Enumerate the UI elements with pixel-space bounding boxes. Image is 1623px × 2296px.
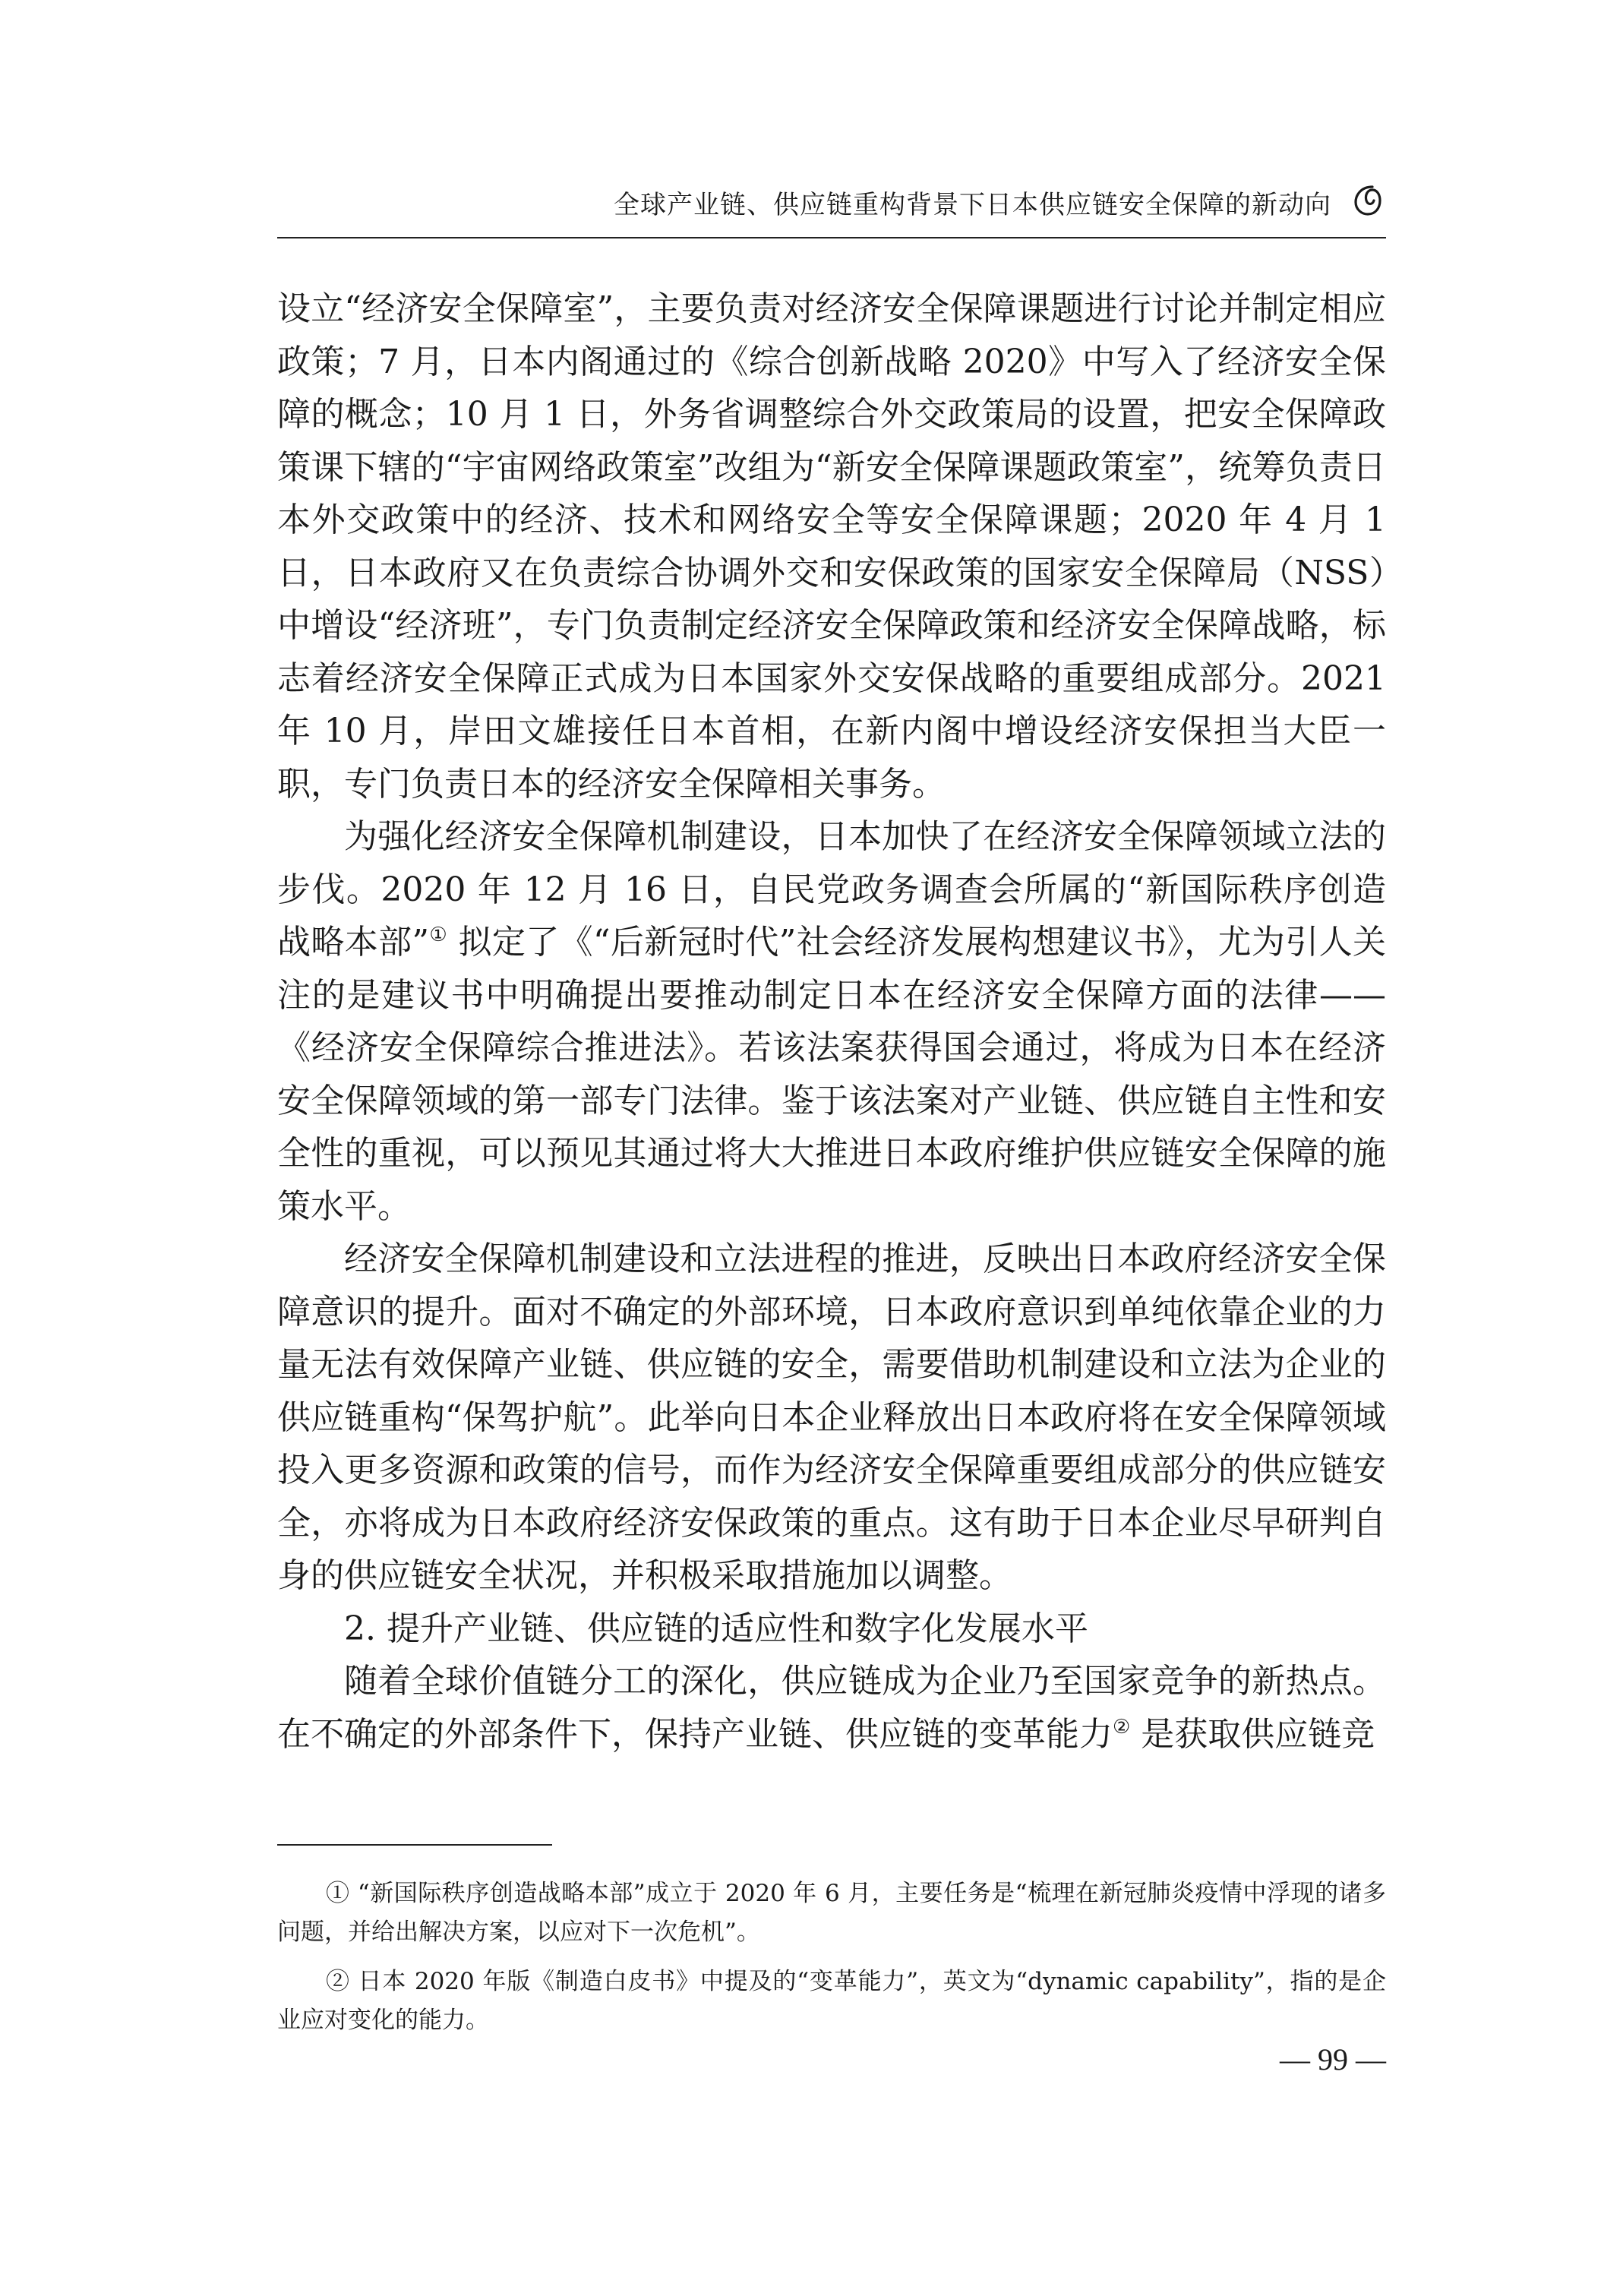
- section-heading: 2. 提升产业链、供应链的适应性和数字化发展水平: [344, 1609, 1088, 1648]
- paragraph-2: [277, 810, 1386, 1233]
- running-title: 全球产业链、供应链重构背景下日本供应链安全保障的新动向: [614, 190, 1331, 220]
- paragraph-1: 设立“经济安全保障室”，主要负责对经济安全保障课题进行讨论并制定相应政策；7 月，日本内阁通过的《综合创新战略 2020》中写入了经济安全保障的概念；10 月 1 日，外务省调整综合外交政策局的设置，把安全保障政策课下辖的“宇宙网络政策室”改组为“新安全保障课题政策室”，统筹负责日本外交政策中的经济、技术和网络安全等安全保障课题；2020 年 4 月 1 日，日本政府又在负责综合协调外交和安保政策的国家安全保障局（NSS）中增设“经济班”，专门负责制定经济安全保障政策和经济安全保障战略，标志着经济安全保障正式成为日本国家外交安保战略的重要组成部分。2021 年 10 月，岸田文雄接任日本首相，在新内阁中增设经济安保担当大臣一职，专门负责日本的经济安全保障相关事务。: [277, 289, 1386, 804]
- paragraph-3: 经济安全保障机制建设和立法进程的推进，反映出日本政府经济安全保障意识的提升。面对不确定的外部环境，日本政府意识到单纯依靠企业的力量无法有效保障产业链、供应链的安全，需要借助机制建设和立法为企业的供应链重构“保驾护航”。此举向日本企业释放出日本政府将在安全保障领域投入更多资源和政策的信号，而作为经济安全保障重要组成部分的供应链安全，亦将成为日本政府经济安保政策的重点。这有助于日本企业尽早研判自身的供应链安全状况，并积极采取措施加以调整。: [277, 1240, 1386, 1595]
- running-header: [277, 176, 1386, 238]
- footnote-ref-1[interactable]: ①: [429, 924, 448, 946]
- paragraph-2-text-b: 拟定了《“后新冠时代”社会经济发展构想建议书》，尤为引人关注的是建议书中明确提出要推动制定日本在经济安全保障方面的法律——《经济安全保障综合推进法》。若该法案获得国会通过，将成为日本在经济安全保障领域的第一部专门法律。鉴于该法案对产业链、供应链自主性和安全性的重视，可以预见其通过将大大推进日本政府维护供应链安全保障的施策水平。: [277, 923, 1387, 1226]
- main-body-text: [277, 283, 1386, 1761]
- paragraph-2-text-a: 为强化经济安全保障机制建设，日本加快了在经济安全保障领域立法的步伐。2020 年 12 月 16 日，自民党政务调查会所属的“新国际秩序创造战略本部”: [277, 817, 1386, 962]
- footnote-divider: [277, 1844, 552, 1846]
- footnote-2: ② 日本 2020 年版《制造白皮书》中提及的“变革能力”，英文为“dynamic capability”，指的是企业应对变化的能力。: [277, 1968, 1386, 2034]
- page-number: — 99 —: [1280, 2042, 1386, 2077]
- footnote-1: ① “新国际秩序创造战略本部”成立于 2020 年 6 月，主要任务是“梳理在新冠肺炎疫情中浮现的诸多问题，并给出解决方案，以应对下一次危机”。: [277, 1880, 1386, 1946]
- paragraph-4: [277, 1655, 1386, 1761]
- paragraph-4-text-b: 是获取供应链竞: [1130, 1714, 1375, 1754]
- header-ornament-icon: [1350, 181, 1386, 217]
- footnotes: [277, 1874, 1386, 2040]
- footnote-ref-2[interactable]: ②: [1113, 1715, 1131, 1739]
- paragraph-4-text-a: 随着全球价值链分工的深化，供应链成为企业乃至国家竞争的新热点。在不确定的外部条件下，保持产业链、供应链的变革能力: [277, 1662, 1386, 1754]
